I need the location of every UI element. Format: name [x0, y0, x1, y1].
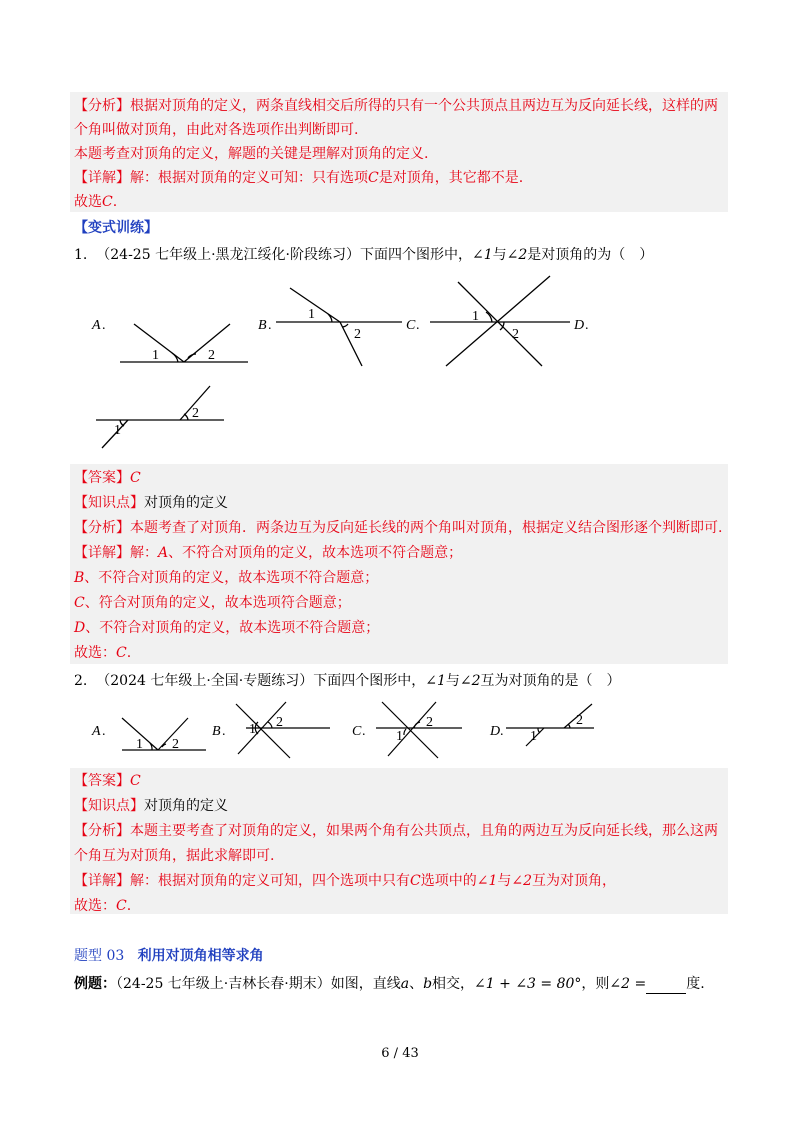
q1-b-arc-1 — [328, 314, 332, 322]
svg-text:.: . — [362, 724, 366, 739]
q2-figures — [86, 698, 726, 768]
q2-a-label-1: 1 — [136, 737, 143, 752]
q1-a-label-1: 1 — [152, 348, 159, 363]
q2-b-arc-2 — [268, 722, 272, 728]
q1-c-line-2 — [446, 276, 550, 366]
section-title: 【变式训练】 — [74, 220, 158, 236]
analysis-line-1: 【分析】根据对顶角的定义，两条直线相交后所得的只有一个公共顶点且两边互为反向延长线，这样的两 — [74, 98, 718, 114]
q1-d-label-2: 2 — [192, 406, 199, 421]
q1-b-label-2: 2 — [354, 327, 361, 342]
q1-option-d: D — [574, 318, 585, 333]
svg-text:.: . — [102, 724, 106, 739]
analysis-q1: 【分析】本题考查了对顶角．两条边互为反向延长线的两个角叫对顶角，根据定义结合图形逐个判断即可. — [74, 520, 723, 536]
detail-q1-b: B、不符合对顶角的定义，故本选项不符合题意； — [74, 570, 379, 586]
type-title: 利用对顶角相等求角 — [137, 948, 264, 964]
q2-d-label-1: 1 — [530, 729, 537, 744]
q2-c-label-2: 2 — [426, 715, 433, 730]
q2-b-line-1 — [236, 704, 290, 758]
answer-2: 【答案】C — [74, 773, 141, 789]
q2-option-d: D — [490, 724, 501, 739]
example: 例题：（24-25 七年级上·吉林长春·期末）如图，直线a、b相交，∠1 + ∠3 = 80°，则∠2 = 度. — [74, 976, 705, 992]
type-label: 题型 03 — [74, 948, 125, 964]
svg-text:.: . — [585, 318, 589, 333]
q1-a-label-2: 2 — [208, 348, 215, 363]
detail-q1-d: D、不符合对顶角的定义，故本选项不符合题意； — [74, 620, 380, 636]
q2-option-c: C — [352, 724, 362, 739]
choose-q2: 故选：C. — [74, 898, 132, 914]
svg-text:.: . — [500, 724, 504, 739]
svg-text:.: . — [102, 318, 106, 333]
detail-q1-a: 【详解】解：A、不符合对顶角的定义，故本选项不符合题意； — [74, 545, 463, 561]
q1-option-a: A — [92, 318, 101, 333]
svg-text:.: . — [222, 724, 226, 739]
question-2: 2. （2024 七年级上·全国·专题练习）下面四个图形中，∠1与∠2互为对顶角的是（ ） — [74, 673, 621, 689]
analysis-q2-line-1: 【分析】本题主要考查了对顶角的定义，如果两个角有公共顶点，且角的两边互为反向延长线，那么这两 — [74, 823, 718, 839]
analysis-q2-line-2: 个角互为对顶角，据此求解即可. — [74, 848, 275, 864]
detail-line-2: 故选C. — [74, 194, 118, 210]
q2-c-arc-1 — [404, 729, 406, 735]
page-number: 6 / 43 — [381, 1046, 419, 1061]
q2-c-line-1 — [382, 702, 438, 758]
q1-c-label-2: 2 — [512, 327, 519, 342]
q1-b-ray-upper — [290, 288, 340, 322]
q2-option-a: A — [92, 724, 101, 739]
answer-box-2 — [70, 768, 728, 914]
q1-b-arc-2 — [342, 324, 348, 327]
detail-line-1: 【详解】解：根据对顶角的定义可知：只有选项C是对顶角，其它都不是. — [74, 170, 524, 186]
q1-d-arc-2 — [184, 414, 188, 420]
detail-q1-c: C、符合对顶角的定义，故本选项符合题意； — [74, 595, 351, 611]
knowledge-1: 【知识点】对顶角的定义 — [74, 495, 228, 511]
analysis-line-3: 本题考查对顶角的定义，解题的关键是理解对顶角的定义. — [74, 146, 429, 162]
q2-b-label-1: 1 — [249, 722, 256, 737]
question-1: 1. （24-25 七年级上·黑龙江绥化·阶段练习）下面四个图形中，∠1与∠2是对顶角的为（ ） — [74, 247, 654, 263]
q2-b-label-2: 2 — [276, 715, 283, 730]
q2-option-b: B — [212, 724, 221, 739]
q2-c-label-1: 1 — [396, 729, 403, 744]
detail-q2: 【详解】解：根据对顶角的定义可知，四个选项中只有C选项中的∠1与∠2互为对顶角， — [74, 873, 616, 889]
q2-d-label-2: 2 — [576, 713, 583, 728]
analysis-tag: 【分析】 — [74, 98, 130, 114]
svg-text:.: . — [416, 318, 420, 333]
choose-q1: 故选：C. — [74, 645, 132, 661]
svg-text:.: . — [268, 318, 272, 333]
q1-b-label-1: 1 — [308, 307, 315, 322]
q1-option-b: B — [258, 318, 267, 333]
answer-1: 【答案】C — [74, 470, 141, 486]
answer-blank[interactable] — [646, 979, 686, 994]
q2-d-arc-1 — [538, 728, 540, 733]
q1-figures — [80, 272, 700, 462]
q1-d-label-1: 1 — [114, 423, 121, 438]
analysis-line-2: 个角叫做对顶角，由此对各选项作出判断即可. — [74, 122, 359, 138]
q1-a-ray-left — [134, 324, 184, 362]
q1-option-c: C — [406, 318, 416, 333]
type-heading — [74, 946, 264, 966]
q1-c-label-1: 1 — [472, 309, 479, 324]
q2-c-arc-2 — [414, 722, 420, 728]
q2-a-label-2: 2 — [172, 737, 179, 752]
q1-a-ray-right — [184, 324, 230, 362]
knowledge-2: 【知识点】对顶角的定义 — [74, 798, 228, 814]
